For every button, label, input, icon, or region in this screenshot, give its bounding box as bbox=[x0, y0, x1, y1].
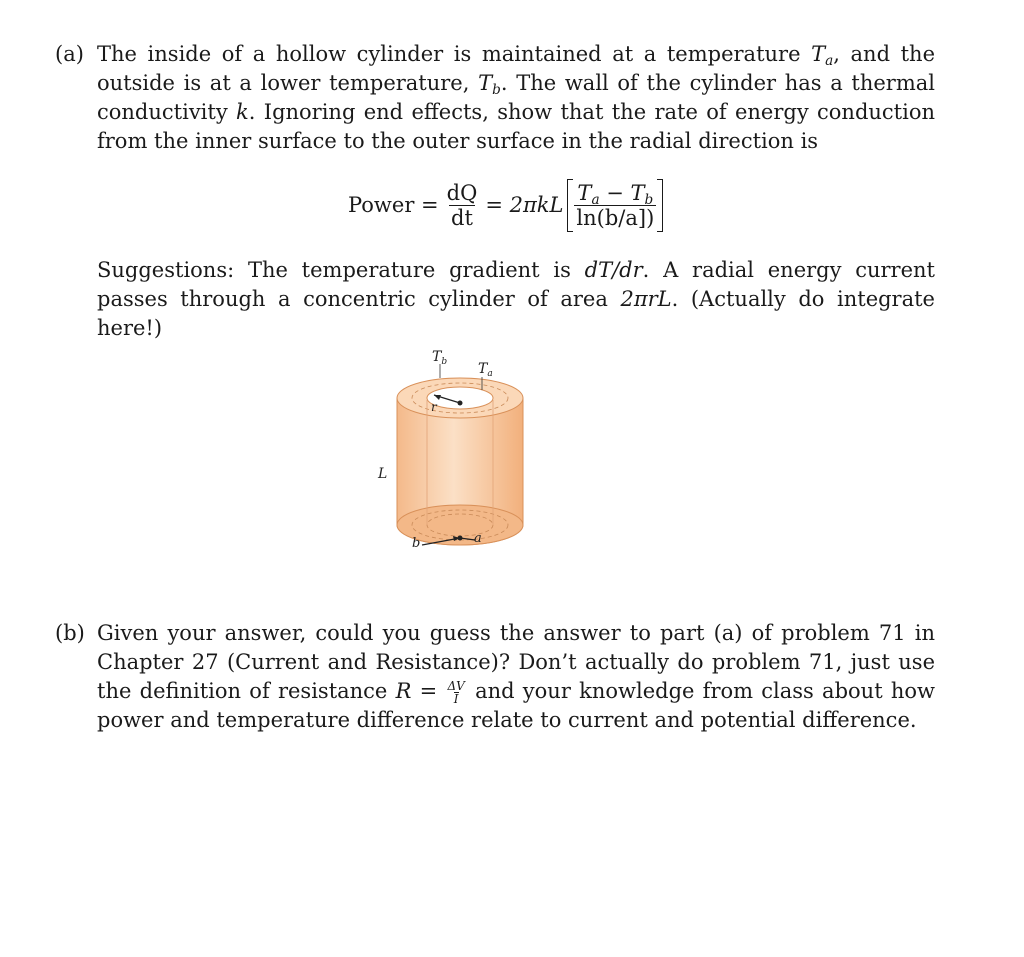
var-area: 2πrL bbox=[620, 287, 672, 311]
part-b-text-2: and your knowledge from class about how power and temperature difference relate to current and potential difference. bbox=[97, 679, 936, 732]
resistance-fraction bbox=[448, 680, 465, 705]
eq-frac-num: dQ bbox=[446, 180, 478, 205]
part-b-label: (b) bbox=[55, 621, 85, 645]
var-Ta: T bbox=[811, 42, 826, 66]
var-Tb-sub: b bbox=[492, 82, 501, 99]
part-b-text-1: Given your answer, could you guess the answer to part (a) of problem 71 in Chapter 27 (Current and Resistance)? Don’t actually do problem 71, just use the definition of resistance bbox=[97, 621, 935, 703]
var-gradient: dT/dr bbox=[584, 258, 643, 282]
power-equation bbox=[348, 172, 663, 238]
var-R: R bbox=[395, 679, 412, 703]
part-b-text bbox=[97, 619, 935, 735]
part-a bbox=[55, 40, 935, 156]
eq-bracket-num: $T_a - T_b$ bbox=[577, 180, 654, 208]
eq-lhs: Power = bbox=[348, 193, 439, 217]
hollow-cylinder-figure bbox=[370, 340, 540, 565]
var-k: k bbox=[236, 100, 249, 124]
eq-middle: = 2πkL bbox=[485, 193, 564, 217]
var-Ta-sub: a bbox=[825, 53, 834, 70]
resistance-frac-den: I bbox=[453, 692, 459, 706]
label-Tb: $T_b$ bbox=[432, 349, 448, 367]
part-b-eq: = bbox=[411, 679, 446, 703]
part-a-text-1: The inside of a hollow cylinder is maintained at a temperature bbox=[97, 42, 812, 66]
label-r: r bbox=[431, 400, 437, 414]
part-a-text bbox=[97, 40, 935, 156]
part-a-text-3: . The wall of the cylinder has a thermal conductivity bbox=[97, 71, 935, 124]
var-Tb: T bbox=[478, 71, 493, 95]
label-a: a bbox=[474, 531, 482, 546]
part-a-text-2: , and the outside is at a lower temperature, bbox=[97, 42, 936, 95]
suggestions-text-1: Suggestions: The temperature gradient is bbox=[97, 258, 585, 282]
cylinder-hole bbox=[427, 387, 493, 409]
label-b: b bbox=[412, 536, 421, 551]
part-b bbox=[55, 619, 935, 735]
eq-frac-den: dt bbox=[451, 205, 473, 230]
suggestions-text-3: . (Actually do integrate here!) bbox=[97, 287, 935, 340]
part-a-label: (a) bbox=[55, 42, 84, 66]
resistance-frac-num: ΔV bbox=[447, 679, 465, 693]
label-L: L bbox=[378, 466, 388, 482]
part-a-text-4: . Ignoring end effects, show that the rate of energy conduction from the inner surface to the outer surface in the radial direction is bbox=[97, 100, 935, 153]
eq-bracket-fraction bbox=[574, 181, 656, 230]
suggestions-text bbox=[97, 256, 935, 343]
suggestions-text-2: . A radial energy current passes through a concentric cylinder of area bbox=[97, 258, 935, 311]
eq-dq-dt-fraction bbox=[445, 181, 480, 230]
cylinder-svg bbox=[370, 340, 540, 565]
eq-bracket-den: ln(b/a]) bbox=[576, 205, 655, 230]
label-Ta: $T_a$ bbox=[478, 361, 493, 379]
eq-bracket bbox=[567, 179, 663, 232]
